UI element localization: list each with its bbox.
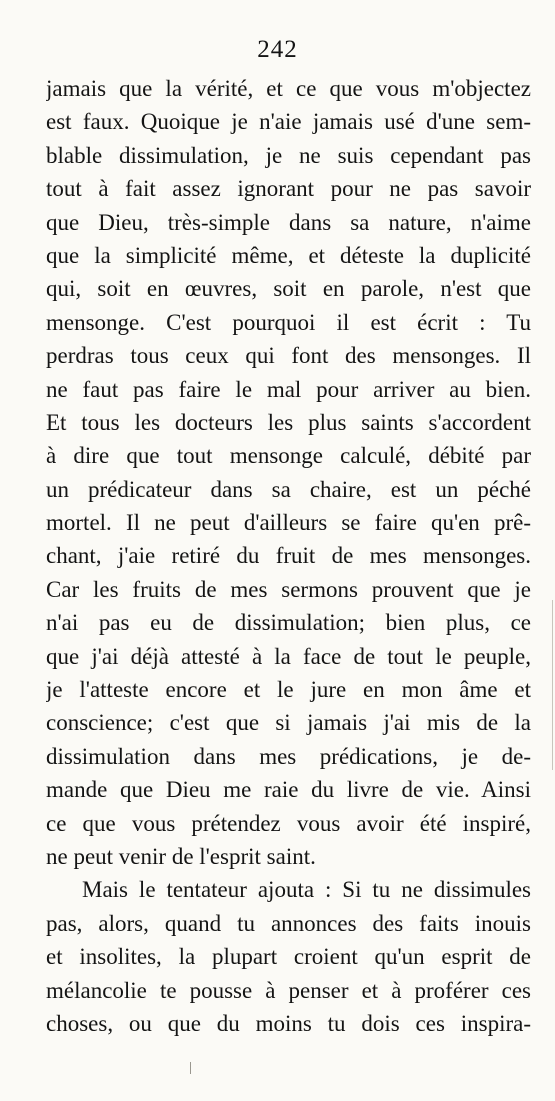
body-text — [46, 72, 531, 1040]
text-line-7: qui, soit en œuvres, soit en parole, n'est que — [46, 276, 531, 302]
text-line-21: dissimulation dans mes prédications, je de- — [46, 743, 531, 769]
text-line-29: choses, ou que du moins tu dois ces inspira- — [46, 1010, 531, 1036]
text-line-16: Car les fruits de mes sermons prouvent que je — [46, 576, 531, 602]
text-line-5: que Dieu, très-simple dans sa nature, n'aime — [46, 209, 531, 235]
text-line-2: est faux. Quoique je n'aie jamais usé d'une sem- — [46, 109, 531, 135]
text-line-20: conscience; c'est que si jamais j'ai mis de la — [46, 710, 531, 736]
text-line-1: jamais que la vérité, et ce que vous m'objectez — [46, 76, 531, 101]
text-line-13: un prédicateur dans sa chaire, est un péché — [46, 476, 531, 502]
page-edge-shadow — [552, 600, 553, 770]
text-line-26: pas, alors, quand tu annonces des faits inouis — [46, 910, 531, 936]
page-number: 242 — [257, 36, 298, 63]
text-line-14: mortel. Il ne peut d'ailleurs se faire qu'en prê- — [46, 510, 531, 536]
text-line-28: mélancolie te pousse à penser et à proférer ces — [46, 977, 531, 1003]
text-line-15: chant, j'aie retiré du fruit de mes mensonges. — [46, 543, 531, 569]
text-line-25: Mais le tentateur ajouta : Si tu ne dissimules — [82, 877, 531, 903]
text-line-22: mande que Dieu me raie du livre de vie. Ainsi — [46, 777, 531, 803]
text-line-19: je l'atteste encore et le jure en mon âme et — [46, 677, 531, 703]
text-line-3: blable dissimulation, je ne suis cependant pas — [46, 142, 531, 168]
ink-speck — [190, 1062, 191, 1074]
text-line-24: ne peut venir de l'esprit saint. — [46, 843, 316, 869]
text-line-9: perdras tous ceux qui font des mensonges. Il — [46, 343, 531, 369]
text-line-11: Et tous les docteurs les plus saints s'accordent — [46, 409, 531, 435]
text-line-27: et insolites, la plupart croient qu'un esprit de — [46, 944, 531, 970]
text-line-23: ce que vous prétendez vous avoir été inspiré, — [46, 810, 531, 836]
text-line-10: ne faut pas faire le mal pour arriver au bien. — [46, 376, 531, 402]
text-line-4: tout à fait assez ignorant pour ne pas savoir — [46, 176, 531, 202]
text-line-12: à dire que tout mensonge calculé, débité par — [46, 443, 531, 469]
text-line-17: n'ai pas eu de dissimulation; bien plus, ce — [46, 610, 531, 636]
text-line-8: mensonge. C'est pourquoi il est écrit : Tu — [46, 309, 531, 335]
text-line-6: que la simplicité même, et déteste la duplicité — [46, 242, 531, 268]
text-line-18: que j'ai déjà attesté à la face de tout le peuple, — [46, 643, 531, 669]
